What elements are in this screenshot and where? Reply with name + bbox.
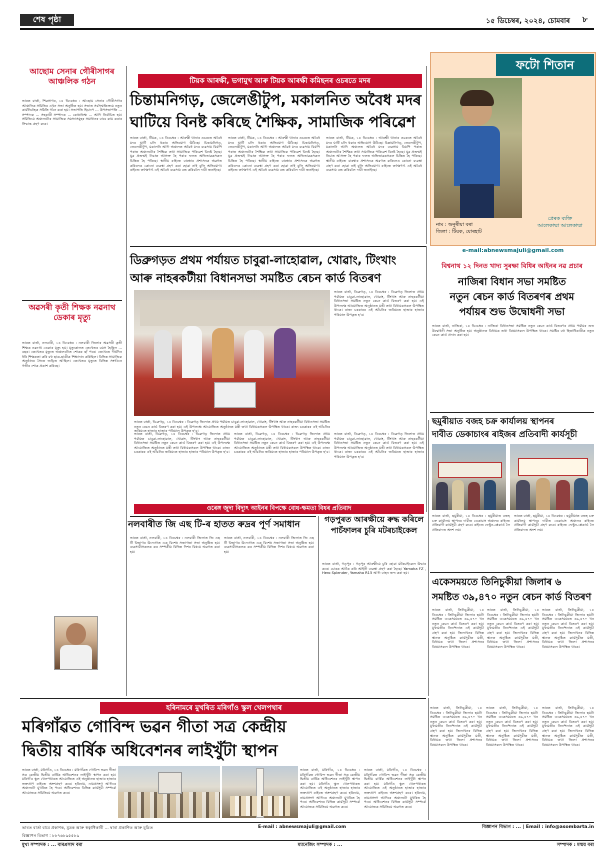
footer-line1-right: বিজ্ঞাপন বিভাগ : ... | Email : info@asombarta.in (482, 825, 594, 830)
left-divider (22, 300, 122, 301)
ration-body-under3: ভাৰত বাৰ্তা, ডিব্ৰুগড়, ১৪ ডিচেম্বৰ : ডিব্ৰুগড় জিলাত প্ৰথম পৰ্যায়ত চাবুৱা-লাহোৱাল, খোৱাং, টিংখাং আৰু নাহৰকটীয়া বিধানসভা সমষ্টিত নতুন ৰেচন কাৰ্ড বিতৰণ কৰা হয়। এই উপলক্ষে আয়োজিত অনুষ্ঠানত মন্ত্ৰী তথা বিধায়কসকল উপস্থিত থাকে। ৰাজ্য চৰকাৰৰ এই আঁচনিৰ জৰিয়তে হাজাৰ হাজাৰ পৰিয়াল উপকৃত হ'ব। (334, 432, 424, 459)
footer-top-rule (20, 822, 594, 823)
nalbari-body-col1: ভাৰত বাৰ্তা, নলবাৰী, ১৪ ডিচেম্বৰ : নলবাৰী জিলাত জি এছ টি বিভাগৰ উদ্যোগত এক বিশেষ সজাগতা সভা অনুষ্ঠিত হয়। ব্যৱসায়ীসকলক কৰ সম্পৰ্কীয় বিভিন্ন দিশৰ বিষয়ে অৱগত কৰা হয়। (130, 536, 220, 554)
ration-headline-line2: আৰু নাহৰকটীয়া বিধানসভা সমষ্টিত ৰেচন কাৰ্ড বিতৰণ (130, 271, 381, 285)
caption-name: নাম : অনুৰীয়া বৰা (436, 222, 473, 228)
nalbari-top-rule (130, 516, 316, 517)
ration-body-under2: ভাৰত বাৰ্তা, ডিব্ৰুগড়, ১৪ ডিচেম্বৰ : ডিব্ৰুগড় জিলাত প্ৰথম পৰ্যায়ত চাবুৱা-লাহোৱাল, খোৱাং, টিংখাং আৰু নাহৰকটীয়া বিধানসভা সমষ্টিত নতুন ৰেচন কাৰ্ড বিতৰণ কৰা হয়। এই উপলক্ষে আয়োজিত অনুষ্ঠানত মন্ত্ৰী তথা বিধায়কসকল উপস্থিত থাকে। ৰাজ্য চৰকাৰৰ এই আঁচনিৰ জৰিয়তে হাজাৰ হাজাৰ পৰিয়াল উপকৃত হ'ব। (234, 432, 330, 455)
child-photo (434, 78, 522, 218)
bottom-headline-line2: দ্বিতীয় বাৰ্ষিক অধিবেশনৰ লাইখুঁটা স্থাপন (22, 741, 278, 760)
bottom-kicker: হৰিনামৰে মুখৰিত মৰিগাঁও স্কুল খেলপথাৰ (100, 702, 348, 714)
footer-email1: E-mail : abnewsmajuli@gmail.com (258, 825, 347, 830)
fishing-headline: গড়পুৰত আৰক্ষীয়ে ৰুদ্ধ কৰিলে পাচঁফালৰ চুৰি মটৰচাইকেল (324, 515, 424, 535)
footer-line1-left: ভাৰত বাৰ্তা বাবে প্ৰকাশক, মুদ্ৰক আৰু স্বত্বাধিকাৰী ... দ্বাৰা প্ৰকাশিত আৰু মুদ্ৰিত (22, 825, 153, 830)
ration-caption: ভাৰত বাৰ্তা, ডিব্ৰুগড়, ১৪ ডিচেম্বৰ : ডিব্ৰুগড় জিলাত প্ৰথম পৰ্যায়ত চাবুৱা-লাহোৱাল, খোৱাং, টিংখাং আৰু নাহৰকটীয়া বিধানসভা সমষ্টিত নতুন ৰেচন কাৰ্ড বিতৰণ কৰা হয়। এই উপলক্ষে আয়োজিত অনুষ্ঠানত মন্ত্ৰী তথা বিধায়কসকল উপস্থিত থাকে। ৰাজ্য চৰকাৰৰ এই আঁচনিৰ জৰিয়তে হাজাৰ হাজাৰ পৰিয়াল উপকৃত হ'ব। (134, 420, 330, 434)
bottom-body-col1: ভাৰত বাৰ্তা, মৰিগাঁও, ১৪ ডিচেম্বৰ : মৰিগাঁৱত গোবিন্দ ভৱন গীতা সত্ৰ কেন্দ্ৰীয় দ্বিতীয় বাৰ্ষিক অধিবেশনৰ লাইখুঁটা স্থাপন কৰা হয়। মৰিগাঁও স্কুল খেলপথাৰত আয়োজিত এই অনুষ্ঠানত হাজাৰ হাজাৰ ভক্তপ্ৰাণ ৰাইজে অংশগ্ৰহণ কৰে। হৰিনাম, নামপ্ৰসংগ আদিৰে অঞ্চলটো মুখৰিত হৈ পৰে। অধিবেশনৰ বিভিন্ন কাৰ্যসূচী সম্পৰ্কে আয়োজক সমিতিয়ে অৱগত কৰে। (22, 768, 117, 795)
union-body-col2: ভাৰত বাৰ্তা, ছমুৰীয়া, ১৪ ডিচেম্বৰ : ছমুৰীয়াত বজহ চক্ৰ কাৰ্যালয় স্থাপনৰ দাবীত ডেকাচাং অঞ্চলৰ ৰাইজে প্ৰতিবাদী কাৰ্যসূচী গ্ৰহণ কৰে। ৰাইজে ফেষ্টুন-প্লেকাৰ্ড লৈ প্ৰতিবাদত অংশ লয়। (514, 514, 594, 532)
footer-line2-mid: ম্যানেজিং সম্পাদক : ... (297, 843, 343, 848)
right-ration-headline-line1: নাজিৰা বিধান সভা সমষ্টিত (457, 277, 567, 288)
tinsukia-body-lower3: ভাৰত বাৰ্তা, তিনিচুকীয়া, ১৪ ডিচেম্বৰ : তিনিচুকীয়া জিলাৰ ছয়টা সমষ্টিত একেসময়তে ৩৯,৪৭০ খন নতুন ৰেচন কাৰ্ড বিতৰণ কৰা হয়। মুখ্যমন্ত্ৰীৰ নিৰ্দেশনাত এই কাৰ্যসূচী গ্ৰহণ কৰা হয়। জিলাখনৰ বিভিন্ন স্থানত অনুষ্ঠিত কাৰ্যসূচীত মন্ত্ৰী, বিধায়ক তথা জিলা প্ৰশাসনৰ বিষয়াসকল উপস্থিত থাকে। (542, 706, 594, 747)
ration-top-rule (130, 246, 426, 247)
lead-body-col1: ভাৰত বাৰ্তা, টিয়ক, ১৪ ডিচেম্বৰ : আৰক্ষী থানাৰ ওচৰতে অবৈধ মদৰ ঘাটি চলি থকাৰ অভিযোগ উঠিছে। চিন্তামনিগড়, জেলেঙীটুপ, মকালনি আদি অঞ্চলত অবৈধ মদৰ ব্যৱসায় বিয়পি পৰাত অঞ্চলটোৰ শৈক্ষিক তথা সামাজিক পৰিৱেশ বিনষ্ট হৈছে। যুৱ প্ৰজন্মই নিচাত আসক্ত হৈ পৰাৰ ফলত অভিভাৱকসকল চিন্তিত হৈ পৰিছে। স্থানীয় ৰাইজে বাৰম্বাৰ প্ৰশাসনক অৱগত কৰিলেও কোনো ব্যৱস্থা গ্ৰহণ কৰা হোৱা নাই বুলি অভিযোগ। ৰাইজে তৎক্ষণাৎ এই অবৈধ ব্যৱসায় বন্ধ কৰিবলৈ দাবী জনাইছে। (130, 136, 222, 173)
union-top-rule (430, 412, 594, 413)
nalbari-right-rule (318, 516, 319, 696)
left-portrait-photo (54, 616, 98, 670)
sender-name: আলেকাম্মা আলেকাম্মা (537, 223, 583, 229)
bottom-headline-line1: মৰিগাঁৱত গোবিন্দ ভৱন গীতা সত্ৰ কেন্দ্ৰীয় (22, 717, 287, 736)
bottom-ceremony-photo (222, 766, 298, 818)
left-story1-title: আছোম সেনাৰ গৌৰীসাগৰ আঞ্চলিক গঠন (29, 67, 115, 86)
right-ration-headline-line2: নতুন ৰেচন কাৰ্ড বিতৰণৰ প্ৰথম (449, 292, 575, 303)
lead-kicker: টিয়ক আৰক্ষী, ভগামুখ আৰু টিয়ক আৰক্ষী কমিছনৰ ওচৰতে মদৰ (138, 74, 422, 88)
photo-caption (436, 222, 526, 242)
tinsukia-headline-line1: একেসময়তে তিনিচুকীয়া জিলাৰ ৬ (432, 577, 562, 588)
section-label: শেষ পৃষ্ঠা (20, 14, 74, 26)
ration-right-rule (426, 246, 427, 512)
left-story2-body: ভাৰত বাৰ্তা, নলবাৰী, ১৪ ডিচেম্বৰ : নলবাৰী জিলাৰ অৱসৰী কৃতী শিক্ষক নৱনাথ ডেকাৰ মৃত্যু হয়। মৃত্যুকালত তেখেতৰ বয়স হৈছিল ... বছৰ। তেখেতৰ মৃত্যুত অঞ্চলটোত শোকৰ ছাঁ পৰে। তেখেতে দীৰ্ঘদিন ধৰি শিক্ষকতা কৰি বহু ছাত্ৰ-ছাত্ৰীক শিক্ষাদান কৰিছিল। বিভিন্ন সামাজিক অনুষ্ঠানৰ সৈতে জড়িত আছিল। তেখেতৰ মৃত্যুত বিভিন্ন সংগঠনে গভীৰ শোক প্ৰকাশ কৰিছে। (22, 341, 122, 368)
lead-headline-line2: ঘাটিয়ে বিনষ্ট কৰিছে শৈক্ষিক, সামাজিক পৰিৱেশ (130, 113, 416, 131)
nalbari-body-col2: ভাৰত বাৰ্তা, নলবাৰী, ১৪ ডিচেম্বৰ : নলবাৰী জিলাত জি এছ টি বিভাগৰ উদ্যোগত এক বিশেষ সজাগতা সভা অনুষ্ঠিত হয়। ব্যৱসায়ীসকলক কৰ সম্পৰ্কীয় বিভিন্ন দিশৰ বিষয়ে অৱগত কৰা হয়। (224, 536, 314, 554)
tinsukia-body-col3: ভাৰত বাৰ্তা, তিনিচুকীয়া, ১৪ ডিচেম্বৰ : তিনিচুকীয়া জিলাৰ ছয়টা সমষ্টিত একেসময়তে ৩৯,৪৭০ খন নতুন ৰেচন কাৰ্ড বিতৰণ কৰা হয়। মুখ্যমন্ত্ৰীৰ নিৰ্দেশনাত এই কাৰ্যসূচী গ্ৰহণ কৰা হয়। জিলাখনৰ বিভিন্ন স্থানত অনুষ্ঠিত কাৰ্যসূচীত মন্ত্ৰী, বিধায়ক তথা জিলা প্ৰশাসনৰ বিষয়াসকল উপস্থিত থাকে। (542, 608, 594, 649)
ration-event-photo (134, 290, 330, 416)
footer-line2-left: মুখ্য সম্পাদক : ... বাৰপ্ৰসাদ বৰা (22, 843, 83, 848)
sender-label: প্ৰেৰক ব্যক্তি (547, 216, 573, 222)
bottom-body-col2: ভাৰত বাৰ্তা, মৰিগাঁও, ১৪ ডিচেম্বৰ : মৰিগাঁৱত গোবিন্দ ভৱন গীতা সত্ৰ কেন্দ্ৰীয় দ্বিতীয় বাৰ্ষিক অধিবেশনৰ লাইখুঁটা স্থাপন কৰা হয়। মৰিগাঁও স্কুল খেলপথাৰত আয়োজিত এই অনুষ্ঠানত হাজাৰ হাজাৰ ভক্তপ্ৰাণ ৰাইজে অংশগ্ৰহণ কৰে। হৰিনাম, নামপ্ৰসংগ আদিৰে অঞ্চলটো মুখৰিত হৈ পৰে। অধিবেশনৰ বিভিন্ন কাৰ্যসূচী সম্পৰ্কে আয়োজক সমিতিয়ে অৱগত কৰে। (300, 768, 360, 809)
page-number: ৮ (582, 15, 588, 24)
tinsukia-headline-line2: সমষ্টিত ৩৯,৪৭০ নতুন ৰেচন কাৰ্ড বিতৰণ (432, 592, 592, 603)
ration-body-under1: ভাৰত বাৰ্তা, ডিব্ৰুগড়, ১৪ ডিচেম্বৰ : ডিব্ৰুগড় জিলাত প্ৰথম পৰ্যায়ত চাবুৱা-লাহোৱাল, খোৱাং, টিংখাং আৰু নাহৰকটীয়া বিধানসভা সমষ্টিত নতুন ৰেচন কাৰ্ড বিতৰণ কৰা হয়। এই উপলক্ষে আয়োজিত অনুষ্ঠানত মন্ত্ৰী তথা বিধায়কসকল উপস্থিত থাকে। ৰাজ্য চৰকাৰৰ এই আঁচনিৰ জৰিয়তে হাজাৰ হাজাৰ পৰিয়াল উপকৃত হ'ব। (134, 432, 230, 455)
lead-body-col2: ভাৰত বাৰ্তা, টিয়ক, ১৪ ডিচেম্বৰ : আৰক্ষী থানাৰ ওচৰতে অবৈধ মদৰ ঘাটি চলি থকাৰ অভিযোগ উঠিছে। চিন্তামনিগড়, জেলেঙীটুপ, মকালনি আদি অঞ্চলত অবৈধ মদৰ ব্যৱসায় বিয়পি পৰাত অঞ্চলটোৰ শৈক্ষিক তথা সামাজিক পৰিৱেশ বিনষ্ট হৈছে। যুৱ প্ৰজন্মই নিচাত আসক্ত হৈ পৰাৰ ফলত অভিভাৱকসকল চিন্তিত হৈ পৰিছে। স্থানীয় ৰাইজে বাৰম্বাৰ প্ৰশাসনক অৱগত কৰিলেও কোনো ব্যৱস্থা গ্ৰহণ কৰা হোৱা নাই বুলি অভিযোগ। ৰাইজে তৎক্ষণাৎ এই অবৈধ ব্যৱসায় বন্ধ কৰিবলৈ দাবী জনাইছে। (228, 136, 320, 173)
issue-date: ১৫ ডিচেম্বৰ, ২০২৪, চোমবাৰ (485, 17, 570, 25)
left-story1-body: ভাৰত বাৰ্তা, শিৱসাগৰ, ১৪ ডিচেম্বৰ : আছোম সেনাৰ গৌৰীসাগৰ আঞ্চলিক সমিতিৰ এখন সভা অনুষ্ঠিত হয়। সভাত সৰ্বসন্মতিক্ৰমে নতুন কাৰ্যনিৰ্বাহক সমিতি গঠন কৰা হয়। সভাপতি হিচাপে ... উপসভাপতি ... সম্পাদক ... সহকাৰী সম্পাদক ... কোষাধ্যক্ষ ... আদি নিৰ্বাচিত হয়। সমিতিয়ে অঞ্চলটোৰ সামাজিক সমস্যাসমূহৰ সমাধানৰ বাবে কাম কৰাৰ সিদ্ধান্ত গ্ৰহণ কৰে। (22, 99, 122, 126)
union-headline-line1: ছমুৰীয়াত বজহ চক্ৰ কাৰ্যালয় স্থাপনৰ (432, 417, 555, 427)
lead-right-rule (426, 66, 427, 244)
tinsukia-body-col1: ভাৰত বাৰ্তা, তিনিচুকীয়া, ১৪ ডিচেম্বৰ : তিনিচুকীয়া জিলাৰ ছয়টা সমষ্টিত একেসময়তে ৩৯,৪৭০ খন নতুন ৰেচন কাৰ্ড বিতৰণ কৰা হয়। মুখ্যমন্ত্ৰীৰ নিৰ্দেশনাত এই কাৰ্যসূচী গ্ৰহণ কৰা হয়। জিলাখনৰ বিভিন্ন স্থানত অনুষ্ঠিত কাৰ্যসূচীত মন্ত্ৰী, বিধায়ক তথা জিলা প্ৰশাসনৰ বিষয়াসকল উপস্থিত থাকে। (432, 608, 484, 649)
photo-box-title: ফটো শিতান (496, 54, 594, 76)
fishing-right-rule (428, 420, 429, 696)
nalbari-headline: নলবাৰীত জি এছ টি-ৰ হাতত ৰুদ্ৰৰ পূৰ্ণ সমাধান (128, 520, 301, 530)
union-protest-photo (432, 444, 506, 510)
left-story2-title: অৱসৰী কৃতী শিক্ষক নৱনাথ ডেকাৰ মৃত্যু (28, 303, 116, 322)
fishing-body: ভাৰত বাৰ্তা, গড়পুৰ : গড়পুৰ আৰক্ষীয়ে চুৰি হোৱা মটৰচাইকেল উদ্ধাৰ কৰে। চোৰক আটক কৰি আইনী ব্যৱস্থা গ্ৰহণ কৰা হৈছে। Yamaha FZ , Hero Splender, Yamaha R15 আদি বাহন জব্দ কৰা হয়। (322, 562, 426, 576)
footer-phone: বিজ্ঞাপন বিভাগ : ৮৮৭৬৮৯৫৫৮৯ (22, 833, 80, 838)
tinsukia-body-lower1: ভাৰত বাৰ্তা, তিনিচুকীয়া, ১৪ ডিচেম্বৰ : তিনিচুকীয়া জিলাৰ ছয়টা সমষ্টিত একেসময়তে ৩৯,৪৭০ খন নতুন ৰেচন কাৰ্ড বিতৰণ কৰা হয়। মুখ্যমন্ত্ৰীৰ নিৰ্দেশনাত এই কাৰ্যসূচী গ্ৰহণ কৰা হয়। জিলাখনৰ বিভিন্ন স্থানত অনুষ্ঠিত কাৰ্যসূচীত মন্ত্ৰী, বিধায়ক তথা জিলা প্ৰশাসনৰ বিষয়াসকল উপস্থিত থাকে। (430, 706, 482, 747)
union-body-col1: ভাৰত বাৰ্তা, ছমুৰীয়া, ১৪ ডিচেম্বৰ : ছমুৰীয়াত বজহ চক্ৰ কাৰ্যালয় স্থাপনৰ দাবীত ডেকাচাং অঞ্চলৰ ৰাইজে প্ৰতিবাদী কাৰ্যসূচী গ্ৰহণ কৰে। ৰাইজে ফেষ্টুন-প্লেকাৰ্ড লৈ প্ৰতিবাদত অংশ লয়। (432, 514, 510, 532)
footer-bottom-rule (20, 840, 594, 841)
tinsukia-body-col2: ভাৰত বাৰ্তা, তিনিচুকীয়া, ১৪ ডিচেম্বৰ : তিনিচুকীয়া জিলাৰ ছয়টা সমষ্টিত একেসময়তে ৩৯,৪৭০ খন নতুন ৰেচন কাৰ্ড বিতৰণ কৰা হয়। মুখ্যমন্ত্ৰীৰ নিৰ্দেশনাত এই কাৰ্যসূচী গ্ৰহণ কৰা হয়। জিলাখনৰ বিভিন্ন স্থানত অনুষ্ঠিত কাৰ্যসূচীত মন্ত্ৰী, বিধায়ক তথা জিলা প্ৰশাসনৰ বিষয়াসকল উপস্থিত থাকে। (487, 608, 539, 649)
left-column-rule (126, 66, 127, 696)
right-ration-headline-line3: পৰ্যায়ৰ শুভ উদ্বোধনী সভা (459, 307, 565, 318)
bottom-body-col3: ভাৰত বাৰ্তা, মৰিগাঁও, ১৪ ডিচেম্বৰ : মৰিগাঁৱত গোবিন্দ ভৱন গীতা সত্ৰ কেন্দ্ৰীয় দ্বিতীয় বাৰ্ষিক অধিবেশনৰ লাইখুঁটা স্থাপন কৰা হয়। মৰিগাঁও স্কুল খেলপথাৰত আয়োজিত এই অনুষ্ঠানত হাজাৰ হাজাৰ ভক্তপ্ৰাণ ৰাইজে অংশগ্ৰহণ কৰে। হৰিনাম, নামপ্ৰসংগ আদিৰে অঞ্চলটো মুখৰিত হৈ পৰে। অধিবেশনৰ বিভিন্ন কাৰ্যসূচী সম্পৰ্কে আয়োজক সমিতিয়ে অৱগত কৰে। (364, 768, 426, 809)
bottom-top-rule (20, 698, 426, 699)
ration-sub-headline: ওৰেঙ্গ জুদা বিদ্যুৎ আইনৰ বিপক্ষে বোধ-ক্ষমতা বিধৰ প্ৰতিবাদ (134, 504, 424, 514)
ration-headline-line1: ডিব্ৰুগড়ত প্ৰথম পৰ্যায়ত চাবুৱা-লাহোৱাল, খোৱাং, টিংখাং (130, 253, 397, 267)
tinsukia-top-rule (430, 572, 594, 573)
union-headline-line2: দাবীত ডেকাচাংৰ ৰাইজৰ প্ৰতিবাদী কাৰ্যসূচী (432, 430, 578, 440)
ration-body-col1: ভাৰত বাৰ্তা, ডিব্ৰুগড়, ১৪ ডিচেম্বৰ : ডিব্ৰুগড় জিলাত প্ৰথম পৰ্যায়ত চাবুৱা-লাহোৱাল, খোৱাং, টিংখাং আৰু নাহৰকটীয়া বিধানসভা সমষ্টিত নতুন ৰেচন কাৰ্ড বিতৰণ কৰা হয়। এই উপলক্ষে আয়োজিত অনুষ্ঠানত মন্ত্ৰী তথা বিধায়কসকল উপস্থিত থাকে। ৰাজ্য চৰকাৰৰ এই আঁচনিৰ জৰিয়তে হাজাৰ হাজাৰ পৰিয়াল উপকৃত হ'ব। (334, 290, 424, 317)
footer-line2-right: সম্পাদক : মন্ময় বৰা (556, 843, 594, 848)
right-ration-kicker: বিশ্বনাথ ১২ দিনত খাদ্য সুৰক্ষা বিধিৰ আইনৰ নৱ প্ৰচাৰ (441, 262, 583, 270)
lead-body-col3: ভাৰত বাৰ্তা, টিয়ক, ১৪ ডিচেম্বৰ : আৰক্ষী থানাৰ ওচৰতে অবৈধ মদৰ ঘাটি চলি থকাৰ অভিযোগ উঠিছে। চিন্তামনিগড়, জেলেঙীটুপ, মকালনি আদি অঞ্চলত অবৈধ মদৰ ব্যৱসায় বিয়পি পৰাত অঞ্চলটোৰ শৈক্ষিক তথা সামাজিক পৰিৱেশ বিনষ্ট হৈছে। যুৱ প্ৰজন্মই নিচাত আসক্ত হৈ পৰাৰ ফলত অভিভাৱকসকল চিন্তিত হৈ পৰিছে। স্থানীয় ৰাইজে বাৰম্বাৰ প্ৰশাসনক অৱগত কৰিলেও কোনো ব্যৱস্থা গ্ৰহণ কৰা হোৱা নাই বুলি অভিযোগ। ৰাইজে তৎক্ষণাৎ এই অবৈধ ব্যৱসায় বন্ধ কৰিবলৈ দাবী জনাইছে। (326, 136, 422, 173)
lead-headline-line1: চিন্তামনিগড়, জেলেঙীটুপ, মকালনিত অবৈধ মদৰ (130, 91, 422, 109)
photo-box-email: e-mail:abnewsmajuli@gmail.com (462, 248, 564, 254)
bottom-right-rule (428, 698, 429, 820)
caption-district: জিলা : টিয়ক, যোৰহাট (436, 229, 482, 235)
right-ration-body: ভাৰত বাৰ্তা, নাজিৰা, ১৪ ডিচেম্বৰ : নাজিৰা বিধানসভা সমষ্টিত নতুন ৰেচন কাৰ্ড বিতৰণৰ প্ৰথম পৰ্যায়ৰ শুভ উদ্বোধনী সভা অনুষ্ঠিত হয়। অনুষ্ঠানত বিধায়ক তথা বিষয়াসকল উপস্থিত থাকে। সমষ্টিৰ বহু হিতাধিকাৰীক নতুন ৰেচন কাৰ্ড প্ৰদান কৰা হয়। (432, 324, 594, 338)
tinsukia-body-lower2: ভাৰত বাৰ্তা, তিনিচুকীয়া, ১৪ ডিচেম্বৰ : তিনিচুকীয়া জিলাৰ ছয়টা সমষ্টিত একেসময়তে ৩৯,৪৭০ খন নতুন ৰেচন কাৰ্ড বিতৰণ কৰা হয়। মুখ্যমন্ত্ৰীৰ নিৰ্দেশনাত এই কাৰ্যসূচী গ্ৰহণ কৰা হয়। জিলাখনৰ বিভিন্ন স্থানত অনুষ্ঠিত কাৰ্যসূচীত মন্ত্ৰী, বিধায়ক তথা জিলা প্ৰশাসনৰ বিষয়াসকল উপস্থিত থাকে। (486, 706, 538, 747)
bottom-crowd-photo (118, 766, 220, 818)
union-second-photo (510, 444, 594, 510)
photo-sender (528, 216, 592, 242)
